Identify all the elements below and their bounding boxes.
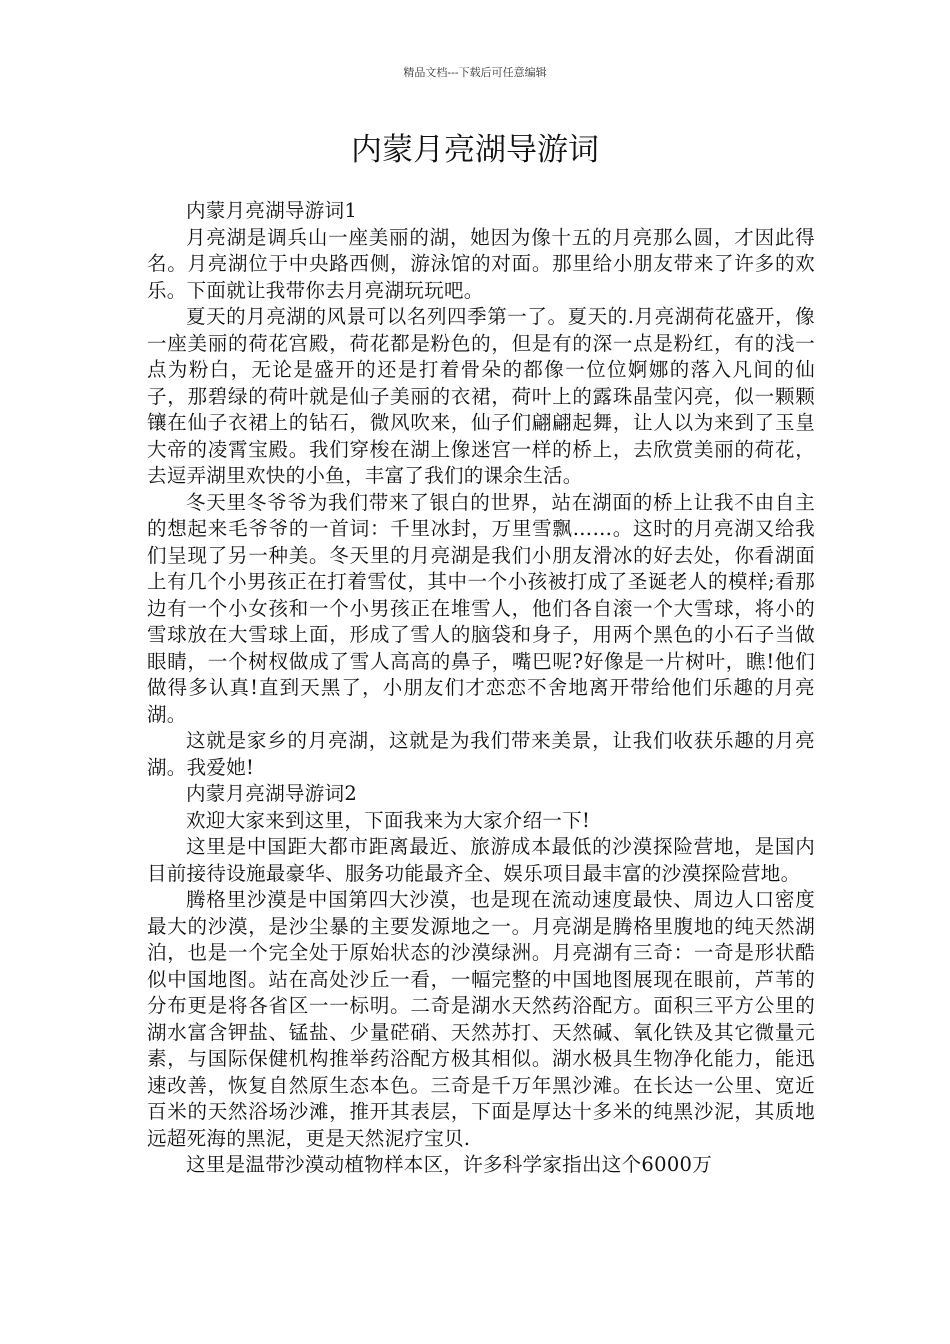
document-title: 内蒙月亮湖导游词 (351, 132, 599, 168)
paragraph: 这里是温带沙漠动植物样本区，许多科学家指出这个6000万 (186, 1153, 713, 1176)
paragraph: 这就是家乡的月亮湖，这就是为我们带来美景，让我们收获乐趣的月亮湖。我爱她! (147, 729, 815, 779)
paragraph: 欢迎大家来到这里，下面我来为大家介绍一下! (186, 808, 591, 832)
paragraph: 这里是中国距大都市距离最近、旅游成本最低的沙漠探险营地，是国内目前接待设施最豪华、服务功能最齐全、娱乐项目最丰富的沙漠探险营地。 (147, 835, 815, 885)
paragraph: 冬天里冬爷爷为我们带来了银白的世界，站在湖面的桥上让我不由自主的想起来毛爷爷的一首词：千里冰封，万里雪飘……。这时的月亮湖又给我们呈现了另一种美。冬天里的月亮湖是我们小朋友滑冰的好去处，你看湖面上有几个小男孩正在打着雪仗，其中一个小孩被打成了圣诞老人的模样;看那边有一个小女孩和一个小男孩正在堆雪人，他们各自滚一个大雪球，将小的雪球放在大雪球上面，形成了雪人的脑袋和身子，用两个黑色的小石子当做眼睛，一个树杈做成了雪人高高的鼻子，嘴巴呢?好像是一片树叶，瞧!他们做得多认真!直到天黑了，小朋友们才恋恋不舍地离开带给他们乐趣的月亮湖。 (147, 490, 815, 726)
paragraph: 夏天的月亮湖的风景可以名列四季第一了。夏天的.月亮湖荷花盛开，像一座美丽的荷花宫殿，荷花都是粉色的，但是有的深一点是粉红，有的浅一点为粉白，无论是盛开的还是打着骨朵的都像一位位婀娜的落入凡间的仙子，那碧绿的荷叶就是仙子美丽的衣裙，荷叶上的露珠晶莹闪亮，似一颗颗镶在仙子衣裙上的钻石，微风吹来，仙子们翩翩起舞，让人以为来到了玉皇大帝的凌霄宝殿。我们穿梭在湖上像迷宫一样的桥上，去欣赏美丽的荷花，去逗弄湖里欢快的小鱼，丰富了我们的课余生活。 (147, 305, 815, 487)
document-body (147, 198, 815, 1179)
section-heading-1: 内蒙月亮湖导游词1 (186, 199, 358, 222)
section-heading-2: 内蒙月亮湖导游词2 (186, 782, 358, 805)
paragraph: 腾格里沙漠是中国第四大沙漠，也是现在流动速度最快、周边人口密度最大的沙漠，是沙尘暴的主要发源地之一。月亮湖是腾格里腹地的纯天然湖泊，也是一个完全处于原始状态的沙漠绿洲。月亮湖有三奇：一奇是形状酷似中国地图。站在高处沙丘一看，一幅完整的中国地图展现在眼前，芦苇的分布更是将各省区一一标明。二奇是湖水天然药浴配方。面积三平方公里的湖水富含钾盐、锰盐、少量硭硝、天然苏打、天然碱、氧化铁及其它微量元素，与国际保健机构推举药浴配方极其相似。湖水极具生物净化能力，能迅速改善，恢复自然原生态本色。三奇是千万年黑沙滩。在长达一公里、宽近百米的天然浴场沙滩，推开其表层，下面是厚达十多米的纯黑沙泥，其质地远超死海的黑泥，更是天然泥疗宝贝. (147, 888, 815, 1150)
page-header-note: 精品文档---下载后可任意编辑 (403, 66, 547, 79)
paragraph: 月亮湖是调兵山一座美丽的湖，她因为像十五的月亮那么圆，才因此得名。月亮湖位于中央路西侧，游泳馆的对面。那里给小朋友带来了许多的欢乐。下面就让我带你去月亮湖玩玩吧。 (147, 225, 815, 302)
